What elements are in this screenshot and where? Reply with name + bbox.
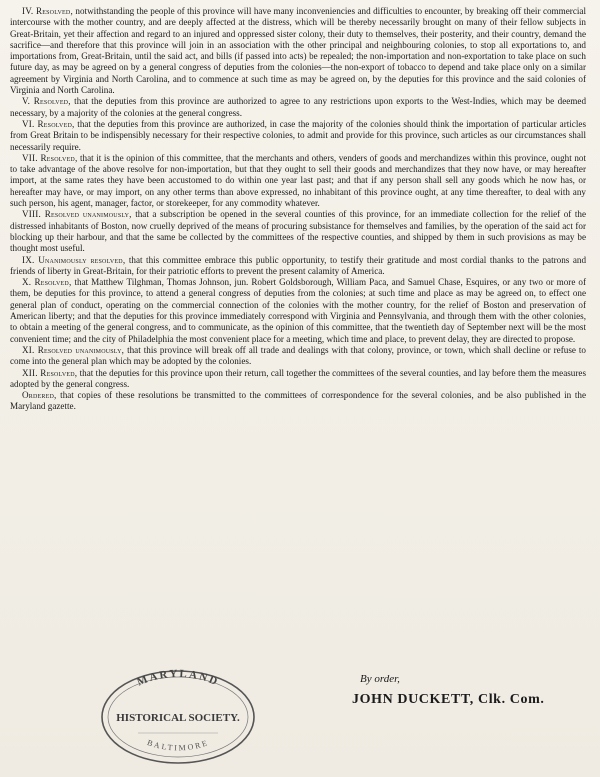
resolution-paragraph (10, 119, 586, 153)
resolution-body: notwithstanding the people of this province will have many inconveniencies and difficulties to encounter, by breaking off their commercial intercourse with the mother country, and are deeply affected at the distress, which will be thereby necessarily brought on many of their fellow subjects in Great-Britain, yet their affection and regard to an injured and oppressed sister colony, their duty to themselves, their posterity, and their country, demand the sacrifice—and therefore that this province will join in an association with the other principal and neighbouring colonies, to stop all exportations to, and importations from, Great-Britain, until the said act, and bills (if passed into acts) be repealed; the non-importation and non-exportation to take place on such future day, as may be agreed on by a general congress of deputies from the colonies—the non-export of tobacco to depend and take place only on a similar agreement by Virginia and North Carolina, and to commence at such time as may be agreed on, by the deputies for this province and the said colonies of Virginia and North Carolina. (10, 6, 587, 96)
resolution-lead: VI. Resolved, (22, 118, 75, 129)
resolution-body: that the deputies from this province are authorized, in case the majority of the colonies should think the importation of particular articles from Great Britain to be indispensibly necessary for their respective colonies, to admit and provide for this province, such articles as our circumstances shall necessarily require. (10, 118, 586, 152)
resolution-lead: IV. Resolved, (22, 6, 73, 16)
resolution-body: that the deputies for this province upon their return, call together the committees of the several counties, and lay before them the measures adopted by the general congress. (10, 367, 587, 389)
resolution-paragraph (10, 6, 586, 96)
svg-text:BALTIMORE (146, 738, 210, 752)
resolution-lead: XI. Resolved unanimously, (22, 344, 125, 355)
resolution-lead: V. Resolved, (22, 96, 71, 107)
stamp-top-text: MARYLAND (135, 667, 221, 689)
resolution-paragraph (10, 96, 586, 119)
stamp-middle-text: HISTORICAL SOCIETY. (116, 712, 240, 724)
resolution-paragraph (10, 368, 586, 391)
resolution-body: that this province will break off all trade and dealings with that colony, province, or town, which shall decline or refuse to come into the general plan which may be adopted by the colonies. (10, 344, 586, 367)
historical-society-stamp (98, 667, 258, 767)
clerk-signature: JOHN DUCKETT, Clk. Com. (352, 692, 545, 707)
resolution-body: that Matthew Tilghman, Thomas Johnson, jun. Robert Goldsborough, William Paca, and Samuel Chase, Esquires, or any two or more of them, be deputies for this province, to attend a general congress of deputies from the colonies; at such time and place as may be agreed on, to effect one general plan of conduct, operating on the commercial connection of the colonies with the mother country, for the relief of Boston and preservation of American liberty; and that the deputies for this province immediately correspond with Virginia and Pennsylvania, and through them with the other colonies, to obtain a meeting of the general congress, and to communicate, as the opinion of this committee, that the twentieth day of September next will be the most convenient time; and the city of Philadelphia the most convenient place for a meeting, which time and place, to prevent delay, they are directed to propose. (10, 277, 587, 344)
resolution-body: that this committee embrace this public opportunity, to testify their gratitude and most cordial thanks to the patrons and friends of liberty in Great-Britain, for their patriotic efforts to prevent the present calamity of America. (10, 254, 587, 276)
resolution-body: that a subscription be opened in the several counties of this province, for an immediate collection for the relief of the distressed inhabitants of Boston, now cruelly deprived of the means of procuring subsistance for themselves and families, by the operation of the said act for blocking up their harbour, and that the same be collected by the committees of the respective counties, and shipped by them in such provisions as may be thought most useful. (10, 209, 586, 254)
resolution-paragraph (10, 345, 586, 368)
resolution-paragraph (10, 209, 586, 254)
resolution-lead: XII. Resolved, (22, 367, 78, 378)
resolution-body: that the deputies from this province are authorized to agree to any restrictions upon exports to the West-Indies, which may be deemed necessary, by a majority of the colonies at the general congress. (10, 96, 587, 118)
resolution-lead: IX. Unanimously resolved, (22, 254, 126, 265)
resolution-paragraph (10, 255, 586, 278)
resolution-lead: VII. Resolved, (22, 152, 78, 163)
resolution-body: that copies of these resolutions be transmitted to the committees of correspondence for the several colonies, and be also published in the Maryland gazette. (10, 390, 586, 412)
resolution-lead: X. Resolved, (22, 277, 72, 288)
resolution-paragraph (10, 153, 586, 209)
stamp-bottom-text: BALTIMORE (145, 738, 211, 753)
signoff: By order, (360, 673, 400, 685)
resolution-lead: VIII. Resolved unanimously, (22, 209, 132, 220)
resolution-paragraph (10, 277, 586, 345)
svg-text:MARYLAND (135, 668, 221, 689)
resolution-lead: Ordered, (22, 390, 57, 401)
resolution-body: that it is the opinion of this committee, that the merchants and others, venders of goods and merchandizes within this province, ought not to take advantage of the above resolve for non-importation, but that they ought to sell their goods and merchandizes that they now have, or may hereafter import, at the same rates they have been accustomed to do within one year last past; and that if any person shall sell any goods which he now has, or hereafter may have, or may import, on any other terms than above expressed, no inhabitant of this province ought, at any time thereafter, to deal with any such person, his agent, manager, factor, or storekeeper, for any commodity whatever. (10, 152, 586, 209)
resolutions-text (10, 6, 586, 413)
resolution-paragraph (10, 390, 586, 413)
